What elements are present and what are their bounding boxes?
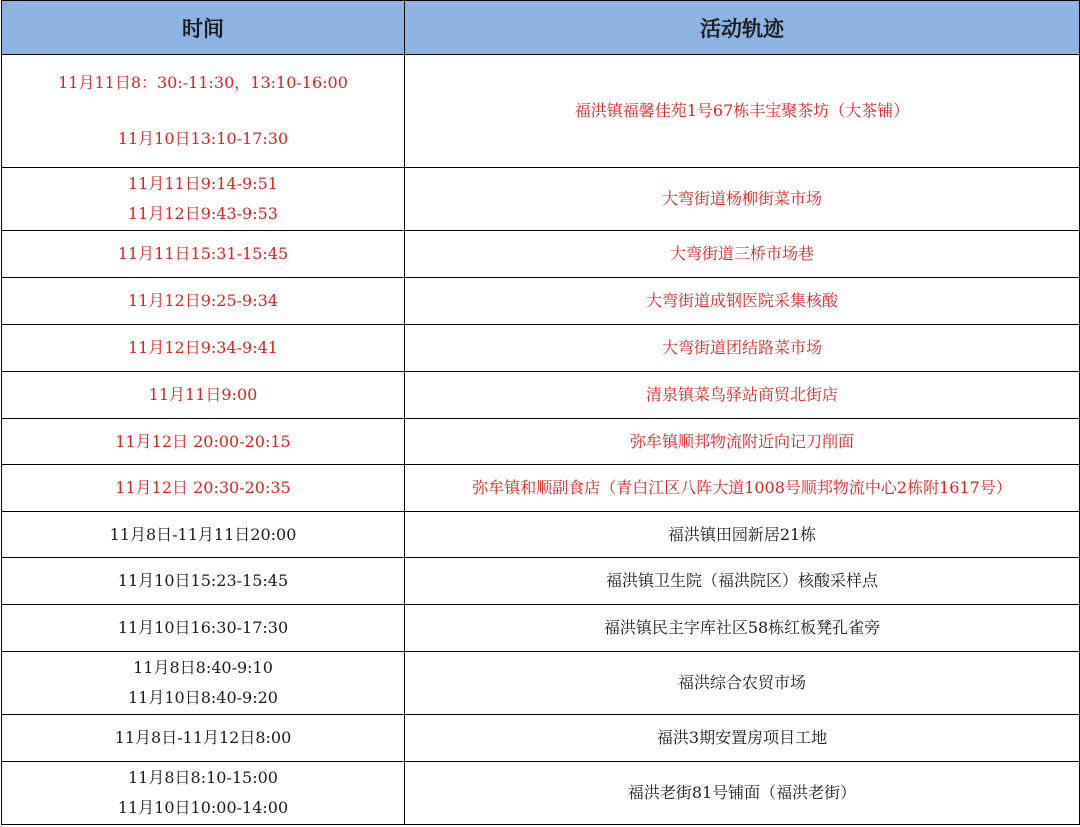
time-cell: 11月12日9:34-9:41 xyxy=(2,325,405,372)
table-row xyxy=(2,715,1080,762)
time-line: 11月10日10:00-14:00 xyxy=(117,798,289,817)
time-line: 11月8日8:40-9:10 xyxy=(133,658,273,677)
time-cell: 11月12日 20:30-20:35 xyxy=(2,465,405,512)
time-cell: 11月10日16:30-17:30 xyxy=(2,605,405,652)
time-cell: 11月12日9:25-9:34 xyxy=(2,278,405,325)
time-cell xyxy=(2,168,405,231)
place-cell: 大弯街道杨柳街菜市场 xyxy=(405,168,1080,231)
time-cell: 11月11日9:00 xyxy=(2,372,405,419)
table-row xyxy=(2,605,1080,652)
time-cell xyxy=(2,55,405,168)
table-header-row xyxy=(2,1,1080,55)
time-cell: 11月10日15:23-15:45 xyxy=(2,558,405,605)
place-cell: 福洪综合农贸市场 xyxy=(405,652,1080,715)
time-line: 11月12日9:43-9:53 xyxy=(128,204,278,223)
time-column-header: 时间 xyxy=(2,1,405,55)
table-row xyxy=(2,325,1080,372)
place-cell: 福洪老街81号铺面（福洪老街） xyxy=(405,762,1080,825)
place-cell: 弥牟镇顺邦物流附近向记刀削面 xyxy=(405,419,1080,465)
table-row xyxy=(2,55,1080,168)
table-row xyxy=(2,762,1080,825)
place-cell: 福洪镇卫生院（福洪院区）核酸采样点 xyxy=(405,558,1080,605)
time-line: 11月11日9:14-9:51 xyxy=(128,174,278,193)
place-cell: 大弯街道团结路菜市场 xyxy=(405,325,1080,372)
time-cell: 11月8日-11月12日8:00 xyxy=(2,715,405,762)
place-cell: 大弯街道成钢医院采集核酸 xyxy=(405,278,1080,325)
table-row xyxy=(2,465,1080,512)
time-cell xyxy=(2,762,405,825)
time-cell: 11月12日 20:00-20:15 xyxy=(2,419,405,465)
table-row xyxy=(2,278,1080,325)
table-row xyxy=(2,558,1080,605)
time-cell: 11月11日15:31-15:45 xyxy=(2,231,405,278)
time-line: 11月8日8:10-15:00 xyxy=(128,768,278,787)
table-row xyxy=(2,372,1080,419)
place-cell: 弥牟镇和顺副食店（青白江区八阵大道1008号顺邦物流中心2栋附1617号） xyxy=(405,465,1080,512)
place-cell: 福洪镇田园新居21栋 xyxy=(405,512,1080,558)
time-cell xyxy=(2,652,405,715)
table-row xyxy=(2,419,1080,465)
place-cell: 福洪3期安置房项目工地 xyxy=(405,715,1080,762)
time-line: 11月10日8:40-9:20 xyxy=(128,688,278,707)
track-column-header: 活动轨迹 xyxy=(405,1,1080,55)
place-cell: 大弯街道三桥市场巷 xyxy=(405,231,1080,278)
place-cell: 福洪镇民主字库社区58栋红板凳孔雀旁 xyxy=(405,605,1080,652)
place-cell: 福洪镇福馨佳苑1号67栋丰宝聚茶坊（大茶铺） xyxy=(405,55,1080,168)
time-cell: 11月8日-11月11日20:00 xyxy=(2,512,405,558)
time-line: 11月11日8：30:-11:30，13:10-16:00 xyxy=(58,73,348,92)
activity-track-table xyxy=(1,0,1080,825)
time-line: 11月10日13:10-17:30 xyxy=(117,129,289,148)
table-row xyxy=(2,512,1080,558)
table-row xyxy=(2,168,1080,231)
place-cell: 清泉镇菜鸟驿站商贸北街店 xyxy=(405,372,1080,419)
table-row xyxy=(2,652,1080,715)
table-row xyxy=(2,231,1080,278)
